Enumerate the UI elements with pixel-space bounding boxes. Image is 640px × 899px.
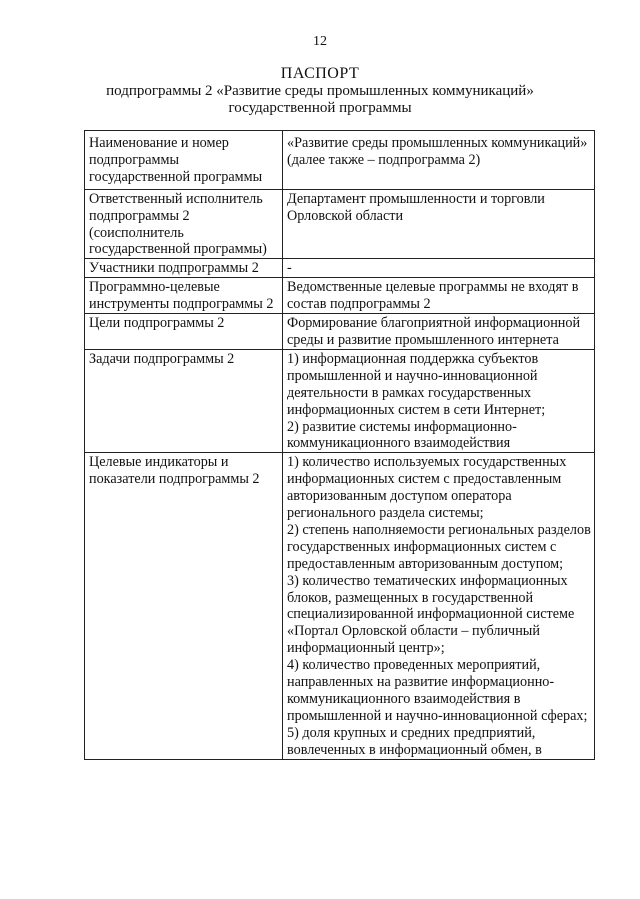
page-number: 12 xyxy=(313,34,327,49)
row-value: Департамент промышленности и торговли Орловской области xyxy=(283,189,595,259)
row-value: Формирование благоприятной информационной среды и развитие промышленного интернета xyxy=(283,314,595,350)
document-subtitle-line-2: государственной программы xyxy=(228,100,412,116)
row-value: 1) информационная поддержка субъектов промышленной и научно-инновационной деятельности в рамках государственных информационных систем в сети Интернет; 2) развитие системы информационно-коммуникационного взаимодействия xyxy=(283,349,595,452)
row-label: Задачи подпрограммы 2 xyxy=(85,349,283,452)
table-row xyxy=(85,131,595,190)
row-label: Наименование и номер подпрограммы государственной программы xyxy=(85,131,283,190)
row-label: Программно-целевые инструменты подпрограммы 2 xyxy=(85,278,283,314)
table-row xyxy=(85,259,595,278)
table-row xyxy=(85,314,595,350)
table-row xyxy=(85,453,595,759)
table-row xyxy=(85,278,595,314)
document-subtitle-line-1: подпрограммы 2 «Развитие среды промышленных коммуникаций» xyxy=(106,83,534,99)
row-value: 1) количество используемых государственных информационных систем с предоставленным авторизованным доступом оператора регионального раздела системы; 2) степень наполняемости региональных разделов государственных информационных систем с предоставленным авторизованным доступом; 3) количество тематических информационных блоков, размещенных в государственной специализированной информационной системе «Портал Орловской области – публичный информационный центр»; 4) количество проведенных мероприятий, направленных на развитие информационно-коммуникационного взаимодействия в промышленной и научно-инновационной сферах; 5) доля крупных и средних предприятий, вовлеченных в информационный обмен, в xyxy=(283,453,595,759)
row-label: Ответственный исполнитель подпрограммы 2 (соисполнитель государственной программы) xyxy=(85,189,283,259)
row-value: - xyxy=(283,259,595,278)
document-title: ПАСПОРТ xyxy=(280,65,360,82)
row-label: Участники подпрограммы 2 xyxy=(85,259,283,278)
table-row xyxy=(85,189,595,259)
table-row xyxy=(85,349,595,452)
row-label: Целевые индикаторы и показатели подпрограммы 2 xyxy=(85,453,283,759)
row-value: «Развитие среды промышленных коммуникаций» (далее также – подпрограмма 2) xyxy=(283,131,595,190)
passport-table xyxy=(84,130,595,760)
row-label: Цели подпрограммы 2 xyxy=(85,314,283,350)
row-value: Ведомственные целевые программы не входят в состав подпрограммы 2 xyxy=(283,278,595,314)
document-heading xyxy=(0,64,640,117)
